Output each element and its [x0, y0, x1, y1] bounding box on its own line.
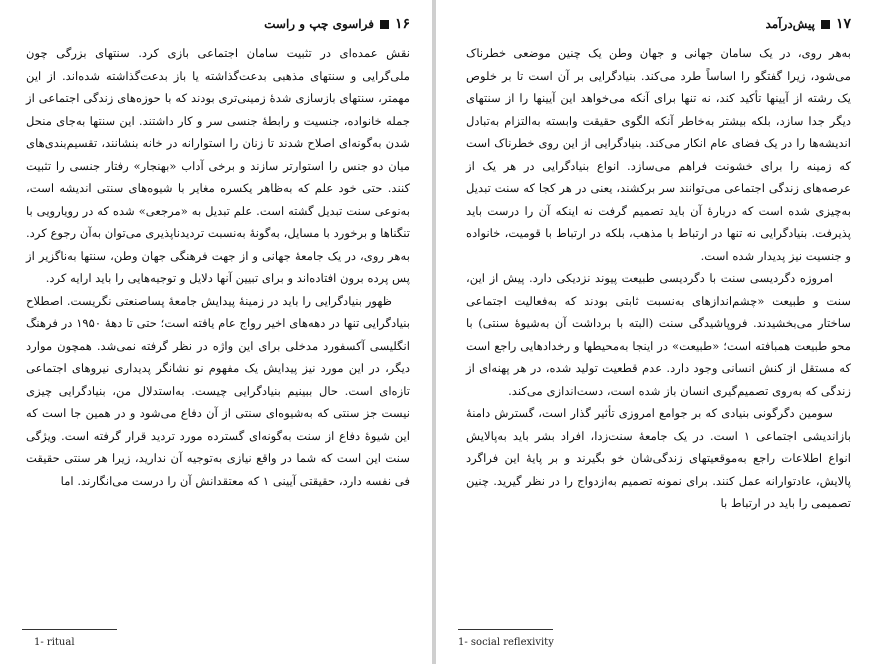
- page-number: ۱۷: [835, 16, 851, 32]
- footnote-divider: [458, 629, 553, 630]
- running-title: پیش‌درآمد: [765, 17, 815, 31]
- paragraph: سومین دگرگونی بنیادی که بر جوامع امروزی تأثیر گذار است، گسترش دامنهٔ بازاندیشی اجتماعی ۱ است. در یک جامعهٔ سنت‌زدا، افراد بشر باید به‌پالایش انواع اطلاعات راجع به‌موقعیتهای زندگی‌شان خو بگیرند و بر پایهٔ این فراگرد پالایش، عادتوارانه عمل کنند. برای نمونه تصمیم به‌ازدواج را در نظر گیرید. چنین تصمیمی را باید در ارتباط با: [466, 406, 852, 510]
- left-page-body: [26, 42, 410, 492]
- footnote-divider: [22, 629, 117, 630]
- right-page-header: [765, 14, 851, 34]
- left-page: [0, 0, 432, 664]
- page-number: ۱۶: [394, 16, 410, 32]
- paragraph: به‌هر روی، در یک سامان جهانی و جهان وطن یک چنین موضعی خطرناک می‌شود، زیرا گفتگو را اساساً طرد می‌کند. بنیادگرایی بر آن است تا بر خلوص یک رشته از آیینها تأکید کند، نه تنها برای آنکه می‌خواهد این آیینها را از سنتهای دیگر جدا سازد، بلکه بیشتر به‌خاطر آنکه الگوی حقیقت وابسته به‌التزام به‌تبادل اندیشه‌ها را در یک فضای عام انکار می‌کند. بنیادگرایی از این روی خطرناک است که زمینه را برای خشونت فراهم می‌سازد. انواع بنیادگرایی در هر یک از عرصه‌های زندگی اجتماعی می‌توانند سر برکشند، یعنی در هر کجا که سنت تبدیل به‌چیزی شده است که دربارهٔ آن باید تصمیم گرفت نه اینکه آن را درست باید پذیرفت. بنیادگرایی نه تنها در ارتباط با مذهب، بلکه در ارتباط با قومیت، خانواده و جنسیت نیز پدیدار شده است.: [466, 46, 851, 263]
- paragraph: امروزه دگردیسی سنت با دگردیسی طبیعت پیوند نزدیکی دارد. پیش از این، سنت و طبیعت «چشم‌اندازهای به‌نسبت ثابتی بودند که به‌فعالیت اجتماعی ساختار می‌بخشیدند. فروپاشیدگی سنت (البته با برداشت آن به‌شیوهٔ سنتی) با محو طبیعت همبافته است؛ «طبیعت» در اینجا به‌محیطها و رخدادهایی راجع است که مستقل از کنش انسانی وجود دارد. عدم قطعیت تولید شده، در هر پهنه‌ای از زندگی که به‌روی تصمیم‌گیری انسان باز شده است، دست‌اندازی می‌کند.: [466, 271, 851, 398]
- square-bullet-icon: [380, 20, 389, 29]
- left-page-header: [264, 14, 410, 34]
- paragraph: نقش عمده‌ای در تثبیت سامان اجتماعی بازی کرد. سنتهای بزرگی چون ملی‌گرایی و سنتهای مذهبی بدعت‌گذاشته یا باز بدعت‌گذاشته شده‌اند. از این مهمتر، سنتهای بازسازی شدهٔ زمینی‌تری بودند که با حوزه‌های زندگی اجتماعی از جمله خانواده، جنسیت و رابطهٔ جنسی سر و کار داشتند. این سنتها به‌جای منحل شدن به‌گونه‌ای اصلاح شدند تا زنان را استوارانه در خانه بنشانند، تقسیم‌بندی‌های میان دو جنس را استوارتر سازند و برخی آداب «بهنجار» رفتار جنسی را تثبیت کنند. حتی خود علم که به‌ظاهر یکسره مغایر با شیوه‌های سنتی اندیشه است، به‌نوعی سنت تبدیل گشته است. علم تبدیل به «مرجعی» شده که در رویارویی با تنگناها و برخورد با مسایل، به‌گونهٔ به‌نسبت تردیدناپذیری می‌توان به‌آن رجوع کرد. به‌هر روی، در یک جامعهٔ جهانی و از جهت فرهنگی جهان وطن، سنتها به‌ناگزیر از پس پرده برون افتاده‌اند و برای تبیین آنها دلایل و توجیه‌هایی را باید ارایه کرد.: [26, 46, 410, 285]
- right-page-body: [466, 42, 851, 515]
- square-bullet-icon: [821, 20, 830, 29]
- footnote: 1- ritual: [34, 637, 75, 648]
- footnote: 1- social reflexivity: [458, 637, 554, 648]
- running-title: فراسوی چپ و راست: [264, 17, 374, 31]
- right-page: [436, 0, 869, 664]
- paragraph: ظهور بنیادگرایی را باید در زمینهٔ پیدایش جامعهٔ پساصنعتی نگریست. اصطلاح بنیادگرایی تنها در دهه‌های اخیر رواج عام یافته است؛ حتی تا دههٔ ۱۹۵۰ در فرهنگ انگلیسی آکسفورد مدخلی برای این واژه در نظر گرفته نمی‌شد. همچون موارد دیگر، در این مورد نیز پیدایش یک مفهوم نو نشانگر پدیداری نیروهای اجتماعی تازه‌ای است. حال ببینیم بنیادگرایی چیست. به‌استدلال من، بنیادگرایی چیزی نیست جز سنتی که به‌شیوه‌ای سنتی از آن دفاع می‌شود و در همین جا است که این شیوهٔ دفاع از سنت به‌گونه‌ای گسترده مورد تردید قرار گرفته است. ویژگی سنت این است که شما در واقع نیازی به‌توجیه آن ندارید، زیرا هر سنتی حقیقت فی نفسه دارد، حقیقتی آیینی ۱ که معتقدانش آن را درست می‌انگارند. اما: [26, 293, 410, 488]
